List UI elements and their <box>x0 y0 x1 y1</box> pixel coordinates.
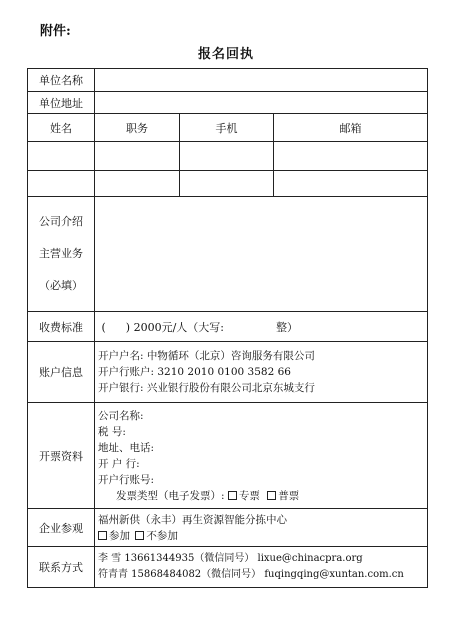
checkbox-attend[interactable] <box>98 531 107 540</box>
visit-label: 企业参观 <box>28 509 95 547</box>
fee-open-paren: ( <box>101 320 106 334</box>
company-address-label: 单位地址 <box>28 92 95 114</box>
company-intro-label <box>28 197 95 312</box>
attendee-header-row <box>28 114 428 142</box>
invoice-option-normal: 普票 <box>278 489 300 502</box>
account-info <box>95 342 428 403</box>
attendee-phone-field[interactable] <box>180 142 274 171</box>
contact-row <box>28 547 428 588</box>
attendee-position-field[interactable] <box>95 142 180 171</box>
checkbox-special-invoice[interactable] <box>228 491 237 500</box>
contact-line: 李 雪 13661344935（微信同号） lixue@chinacpra.org <box>98 553 363 564</box>
visit-options <box>98 528 424 544</box>
col-header-email: 邮箱 <box>274 114 428 142</box>
fee-value <box>95 312 428 342</box>
fee-suffix-text: 整） <box>276 320 298 334</box>
fee-label: 收费标准 <box>28 312 95 342</box>
company-intro-row <box>28 197 428 312</box>
attendee-phone-field[interactable] <box>180 171 274 197</box>
visit-info <box>95 509 428 547</box>
intro-label-line: （必填） <box>39 279 83 292</box>
intro-label-line: 主营业务 <box>39 247 83 260</box>
form-title: 报名回执 <box>197 47 254 62</box>
checkbox-normal-invoice[interactable] <box>267 491 276 500</box>
col-header-name: 姓名 <box>28 114 95 142</box>
account-line: 开户行账户: 3210 2010 0100 3582 66 <box>98 366 291 378</box>
attendee-name-field[interactable] <box>28 171 95 197</box>
invoice-info[interactable] <box>95 403 428 509</box>
checkbox-not-attend[interactable] <box>135 531 144 540</box>
fee-row <box>28 312 428 342</box>
registration-form-table <box>27 68 428 588</box>
company-name-row <box>28 69 428 92</box>
visit-text: 福州新供（永丰）再生资源智能分拣中心 <box>98 513 287 526</box>
invoice-type-line <box>98 488 424 504</box>
invoice-label: 开票资料 <box>28 403 95 509</box>
fee-close-paren: ) <box>125 320 131 334</box>
attendee-email-field[interactable] <box>274 171 428 197</box>
invoice-line: 税 号: <box>98 425 126 438</box>
invoice-line: 开 户 行: <box>98 457 140 470</box>
attendee-email-field[interactable] <box>274 142 428 171</box>
col-header-position: 职务 <box>95 114 180 142</box>
fee-amount-text: 2000元/人（大写: <box>133 320 224 334</box>
invoice-line: 开户行账号: <box>98 473 155 486</box>
account-label: 账户信息 <box>28 342 95 403</box>
visit-option-attend: 参加 <box>109 529 130 542</box>
visit-option-not-attend: 不参加 <box>146 529 178 542</box>
invoice-line: 地址、电话: <box>98 441 155 454</box>
company-name-label: 单位名称 <box>28 69 95 92</box>
invoice-type-label: 发票类型（电子发票）: <box>116 489 225 502</box>
company-address-row <box>28 92 428 114</box>
visit-row <box>28 509 428 547</box>
contact-info <box>95 547 428 588</box>
attendee-row <box>28 171 428 197</box>
invoice-option-special: 专票 <box>238 489 260 502</box>
company-name-field[interactable] <box>95 69 428 92</box>
contact-line: 符青青 15868484082（微信同号） fuqingqing@xuntan.com.cn <box>98 569 404 580</box>
account-row <box>28 342 428 403</box>
attendee-position-field[interactable] <box>95 171 180 197</box>
attendee-name-field[interactable] <box>28 142 95 171</box>
account-line: 开户银行: 兴业银行股份有限公司北京东城支行 <box>98 382 315 394</box>
invoice-line: 公司名称: <box>98 409 144 422</box>
contact-label: 联系方式 <box>28 547 95 588</box>
invoice-row <box>28 403 428 509</box>
company-address-field[interactable] <box>95 92 428 114</box>
intro-label-line: 公司介绍 <box>39 215 83 228</box>
account-line: 开户户名: 中物循环（北京）咨询服务有限公司 <box>98 350 315 362</box>
company-intro-field[interactable] <box>95 197 428 312</box>
attendee-row <box>28 142 428 171</box>
col-header-phone: 手机 <box>180 114 274 142</box>
attachment-label: 附件: <box>40 24 71 39</box>
